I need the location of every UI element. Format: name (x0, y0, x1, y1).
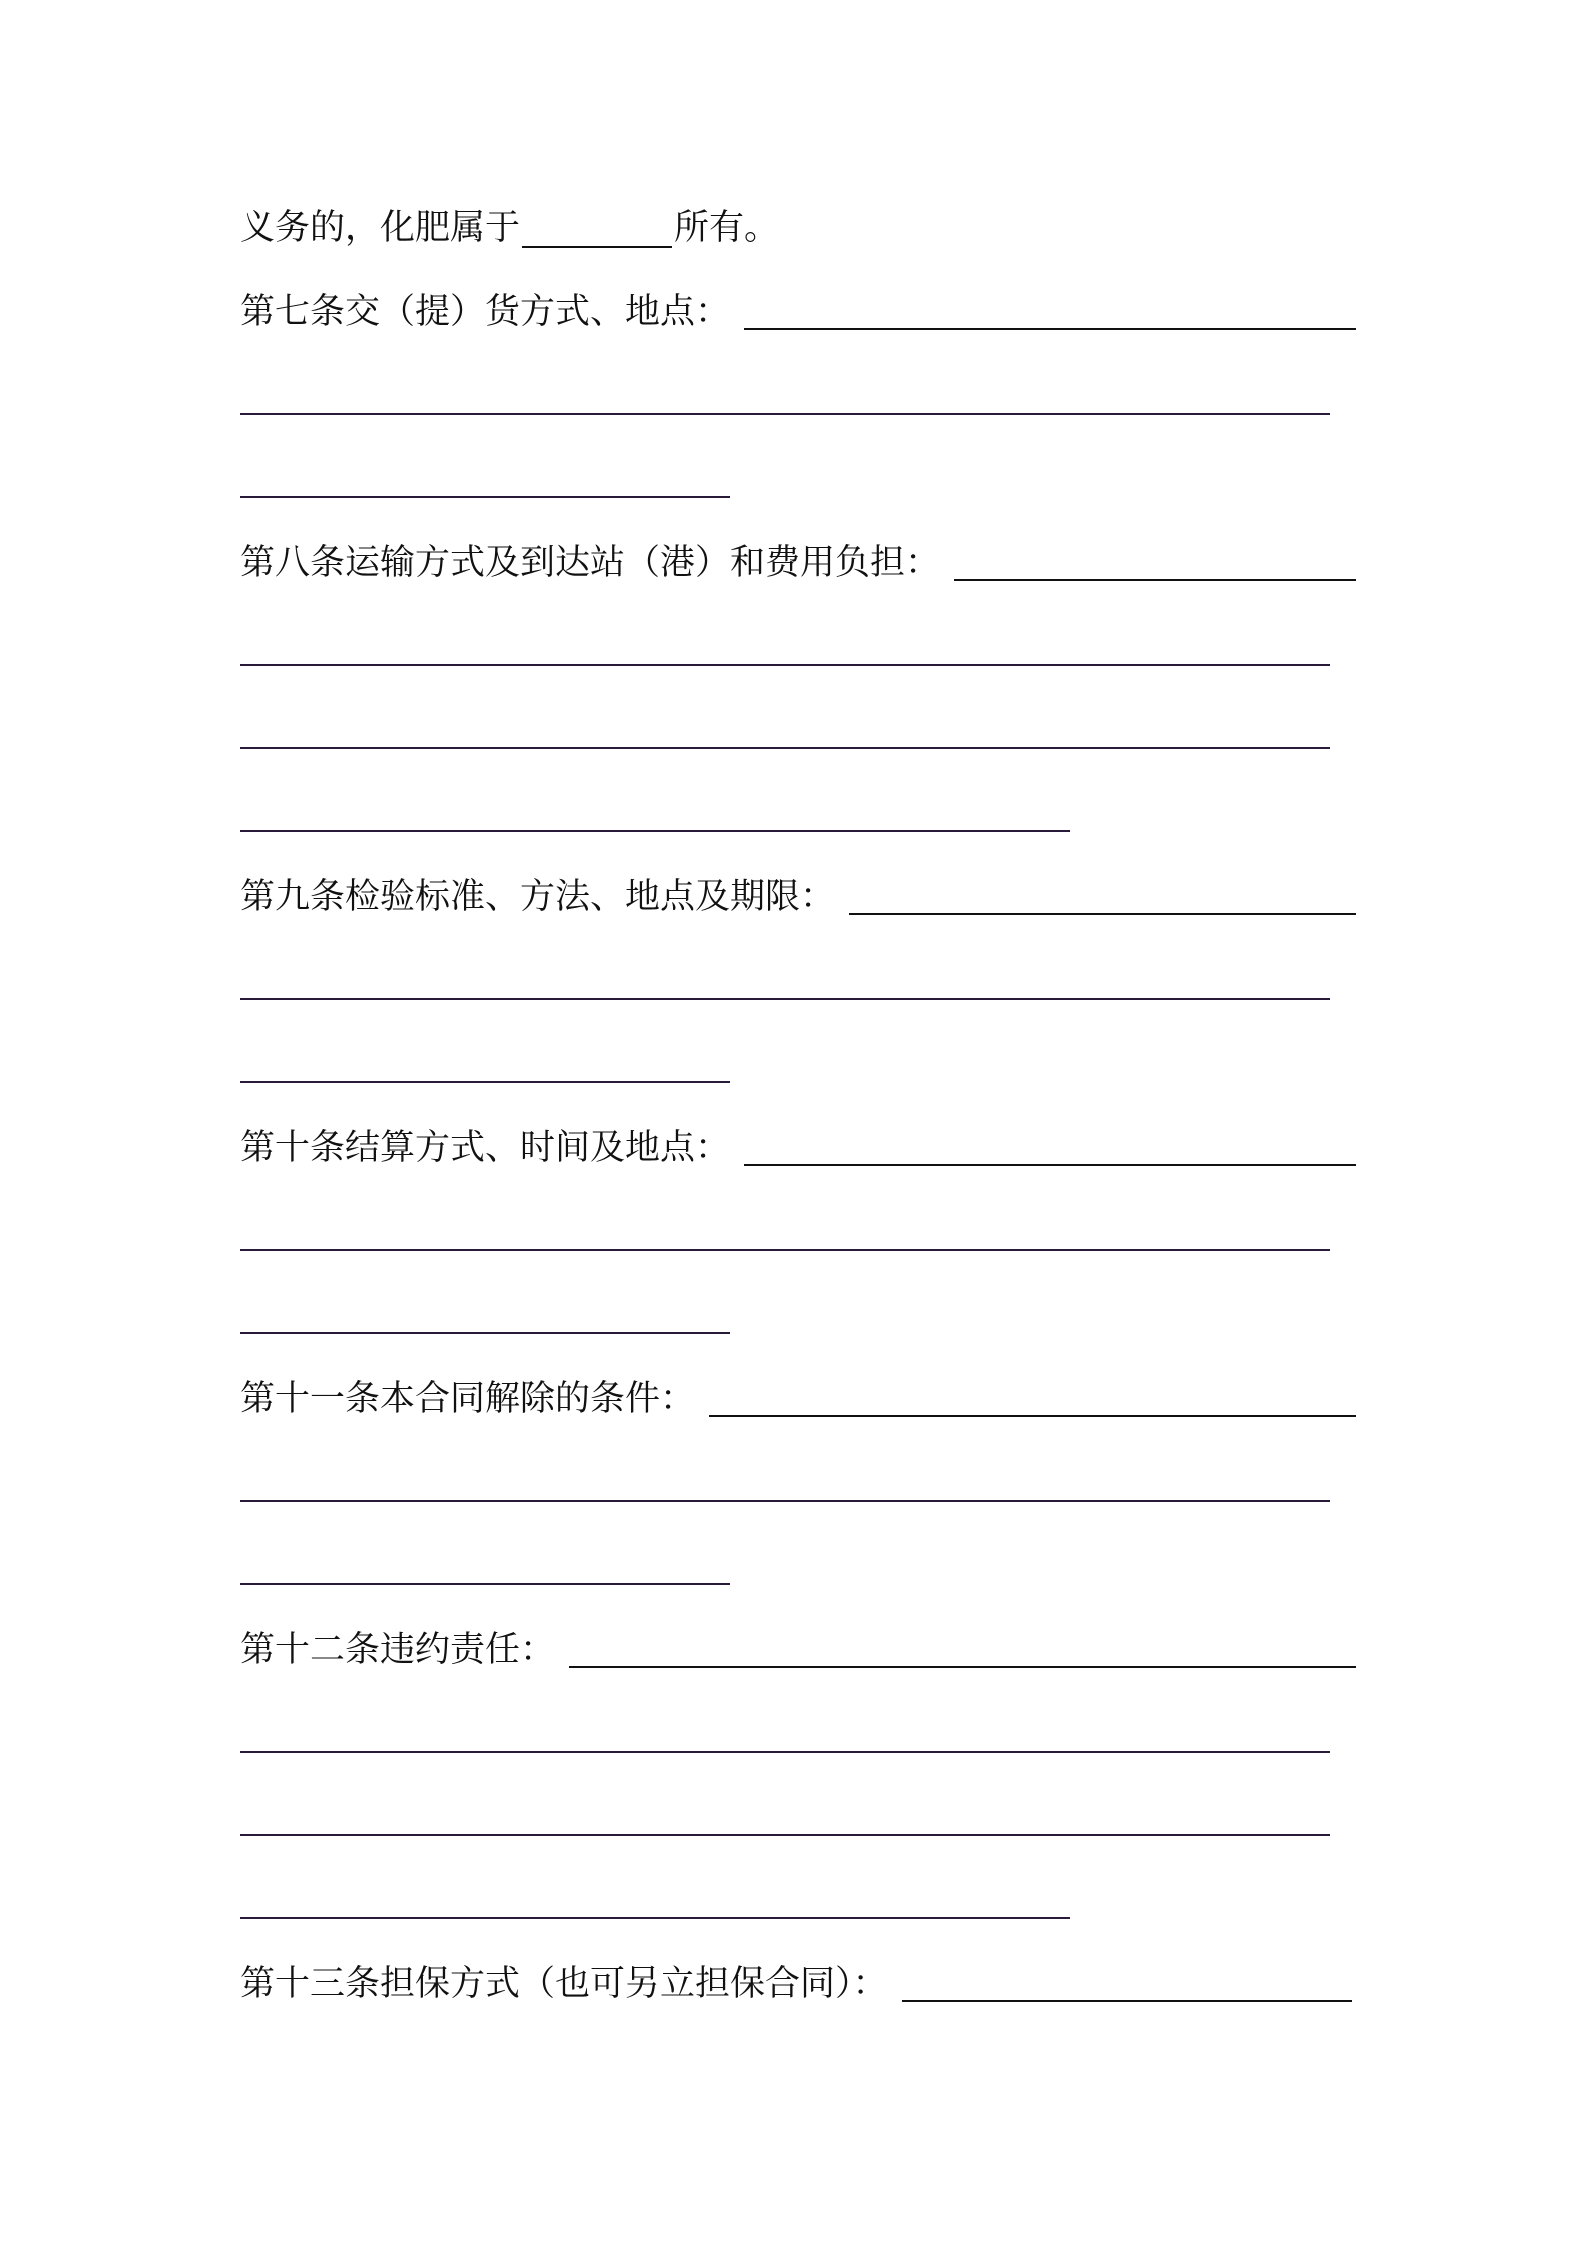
article-10-blank-line-2[interactable] (240, 1249, 1330, 1251)
article-13-heading-row (240, 1964, 1352, 2004)
article-8-heading-row (240, 543, 1356, 583)
article-8-blank[interactable] (954, 549, 1356, 581)
article-9-blank-line-2[interactable] (240, 998, 1330, 1000)
article-11-heading: 第十一条本合同解除的条件： (240, 1379, 696, 1419)
article-12-blank-line-3[interactable] (240, 1834, 1330, 1836)
intro-text-before: 义务的，化肥属于 (240, 208, 521, 248)
article-13-blank[interactable] (902, 1970, 1352, 2002)
article-7-blank-line-2[interactable] (240, 413, 1330, 415)
article-8-blank-line-4[interactable] (240, 830, 1070, 832)
article-10-heading-row (240, 1128, 1356, 1168)
article-8-blank-line-3[interactable] (240, 747, 1330, 749)
article-11-blank-line-2[interactable] (240, 1500, 1330, 1502)
article-7-blank[interactable] (744, 298, 1356, 330)
article-9-blank-line-3[interactable] (240, 1081, 730, 1083)
article-7-blank-line-3[interactable] (240, 496, 730, 498)
article-12-heading: 第十二条违约责任： (240, 1630, 556, 1670)
fertilizer-owner-blank[interactable] (522, 214, 672, 248)
article-10-blank[interactable] (744, 1134, 1356, 1166)
article-7-heading-row (240, 292, 1356, 332)
article-9-heading-row (240, 877, 1356, 917)
intro-line (240, 208, 940, 248)
article-11-heading-row (240, 1379, 1356, 1419)
article-11-blank[interactable] (709, 1385, 1356, 1417)
article-12-blank-line-4[interactable] (240, 1917, 1070, 1919)
article-9-heading: 第九条检验标准、方法、地点及期限： (240, 877, 836, 917)
article-9-blank[interactable] (849, 883, 1356, 915)
article-8-heading: 第八条运输方式及到达站（港）和费用负担： (240, 543, 941, 583)
intro-text-after: 所有。 (674, 208, 780, 248)
article-12-blank-line-2[interactable] (240, 1751, 1330, 1753)
article-11-blank-line-3[interactable] (240, 1583, 730, 1585)
article-10-blank-line-3[interactable] (240, 1332, 730, 1334)
article-12-heading-row (240, 1630, 1356, 1670)
article-7-heading: 第七条交（提）货方式、地点： (240, 292, 731, 332)
article-13-heading: 第十三条担保方式（也可另立担保合同）： (240, 1964, 888, 2004)
article-12-blank[interactable] (569, 1636, 1356, 1668)
article-10-heading: 第十条结算方式、时间及地点： (240, 1128, 731, 1168)
article-8-blank-line-2[interactable] (240, 664, 1330, 666)
